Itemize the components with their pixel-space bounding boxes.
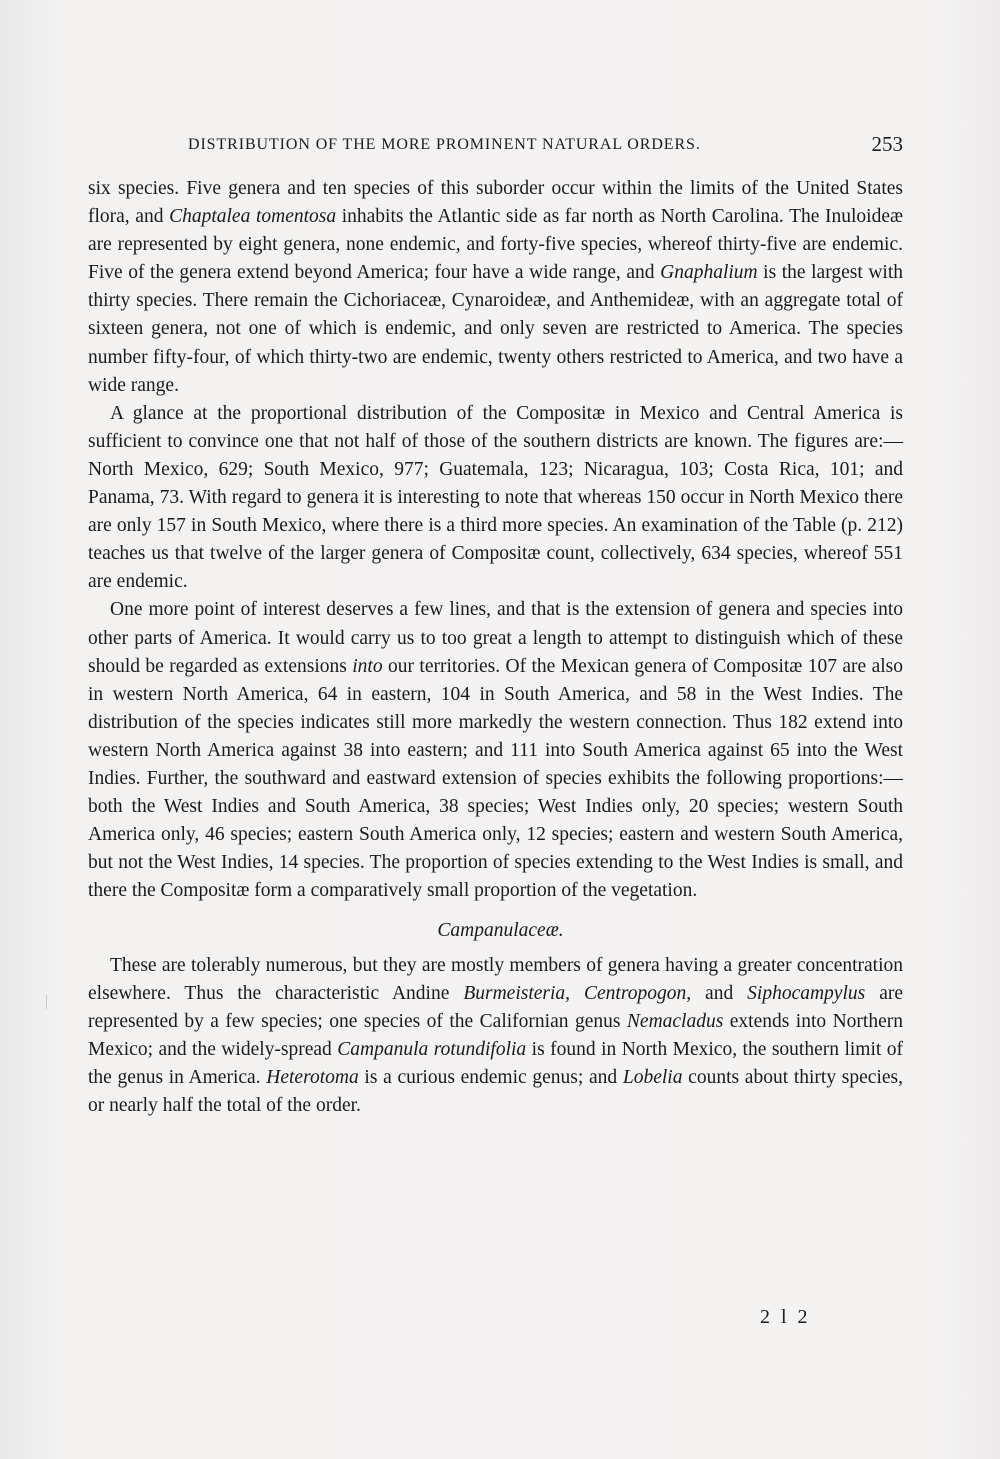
paragraph-campanulaceae: These are tolerably numerous, but they are mostly members of genera having a greater concentration elsewhere. Thus the characteristic Andine Burmeisteria, Centropogon, and Siphocampylus are represented by a few species; one species of the Californian genus Nemacladus extends into Northern Mexico; and the widely-spread Campanula rotundifolia is found in North Mexico, the southern limit of the genus in America. Heterotoma is a curious endemic genus; and Lobelia counts about thirty species, or nearly half the total of the order.	[88, 954, 903, 1116]
italic-term: Nemacladus	[626, 1010, 724, 1032]
body-text	[88, 175, 903, 1120]
section-heading-campanulaceae: Campanulaceæ.	[437, 920, 564, 942]
italic-term: Campanula rotundifolia	[337, 1038, 527, 1060]
page-number: 253	[871, 132, 903, 156]
italic-term: Lobelia	[622, 1066, 683, 1088]
running-head	[88, 132, 903, 160]
italic-term: Heterotoma	[266, 1066, 359, 1088]
italic-term: Burmeisteria, Centropogon,	[463, 982, 692, 1004]
margin-mark	[46, 995, 47, 1009]
italic-term: Chaptalea tomentosa	[169, 206, 337, 228]
running-title: DISTRIBUTION OF THE MORE PROMINENT NATURAL ORDERS.	[188, 136, 701, 153]
italic-term: Siphocampylus	[747, 982, 866, 1004]
italic-term: into	[352, 655, 383, 677]
paragraph-inuloideae: six species. Five genera and ten species of this suborder occur within the limits of the United States flora, and Chaptalea tomentosa inhabits the Atlantic side as far north as North Carolina. The Inuloideæ are represented by eight genera, none endemic, and forty-five species, whereof thirty-five are endemic. Five of the genera extend beyond America; four have a wide range, and Gnaphalium is the largest with thirty species. There remain the Cichoriaceæ, Cynaroideæ, and Anthemideæ, with an aggregate total of sixteen genera, not one of which is endemic, and only seven are restricted to America. The species number fifty-four, of which thirty-two are endemic, twenty others restricted to America, and two have a wide range.	[88, 178, 903, 396]
italic-term: Gnaphalium	[660, 262, 758, 284]
signature-mark: 2 l 2	[760, 1306, 811, 1328]
paragraph-extension-of-genera: One more point of interest deserves a few lines, and that is the extension of genera and species into other parts of America. It would carry us to too great a length to attempt to distinguish which of these should be regarded as extensions into our territories. Of the Mexican genera of Compositæ 107 are also in western North America, 64 in eastern, 104 in South America, and 58 in the West Indies. The distribution of the species indicates still more markedly the western connection. Thus 182 extend into western North America against 38 into eastern; and 111 into South America against 65 into the West Indies. Further, the southward and eastward extension of species exhibits the following proportions:—both the West Indies and South America, 38 species; West Indies only, 20 species; western South America only, 46 species; eastern South America only, 12 species; eastern and western South America, but not the West Indies, 14 species. The proportion of species extending to the West Indies is small, and there the Compositæ form a comparatively small proportion of the vegetation.	[88, 599, 903, 902]
paragraph-compositae-proportions: A glance at the proportional distribution of the Compositæ in Mexico and Central America is sufficient to convince one that not half of those of the southern districts are known. The figures are:—North Mexico, 629; South Mexico, 977; Guatemala, 123; Nicaragua, 103; Costa Rica, 101; and Panama, 73. With regard to genera it is interesting to note that whereas 150 occur in North Mexico there are only 157 in South Mexico, where there is a third more species. An examination of the Table (p. 212) teaches us that twelve of the larger genera of Compositæ count, collectively, 634 species, whereof 551 are endemic.	[88, 402, 903, 593]
